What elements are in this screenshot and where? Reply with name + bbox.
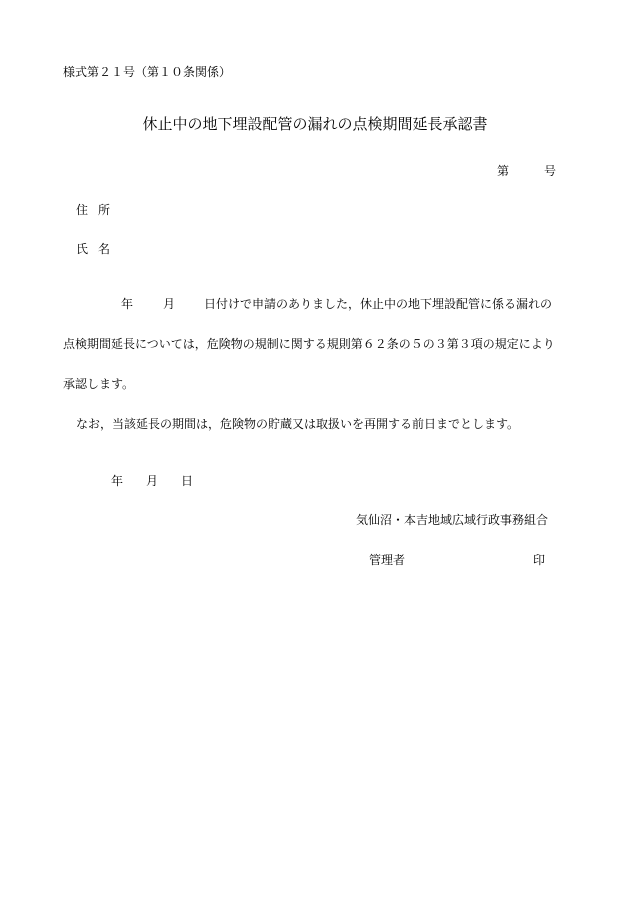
document-title: 休止中の地下埋設配管の漏れの点検期間延長承認書 [142, 115, 488, 133]
manager-label: 管理者 [369, 553, 406, 567]
body-line2: 点検期間延長については，危険物の規制に関する規則第６２条の５の３第３項の規定により [63, 337, 555, 351]
issue-date-month: 月 [146, 474, 159, 488]
issue-date-day: 日 [181, 474, 194, 488]
body-line1-year: 年 [121, 297, 134, 311]
form-number: 様式第２１号（第１０条関係） [63, 65, 232, 79]
body-line1-month: 月 [163, 297, 176, 311]
issue-date-year: 年 [111, 474, 124, 488]
address-label: 住所 [76, 203, 121, 217]
reference-go-label: 号 [544, 164, 557, 178]
reference-dai-label: 第 [497, 164, 510, 178]
body-line4: なお，当該延長の期間は，危険物の貯蔵又は取扱いを再開する前日までとします。 [76, 417, 520, 431]
name-label: 氏名 [76, 242, 121, 256]
seal-mark: 印 [533, 553, 546, 567]
issuer-organization: 気仙沼・本吉地域広域行政事務組合 [356, 513, 549, 527]
body-line1-text: 日付けで申請のありました，休止中の地下埋設配管に係る漏れの [204, 297, 553, 311]
body-line3: 承認します。 [63, 377, 135, 391]
